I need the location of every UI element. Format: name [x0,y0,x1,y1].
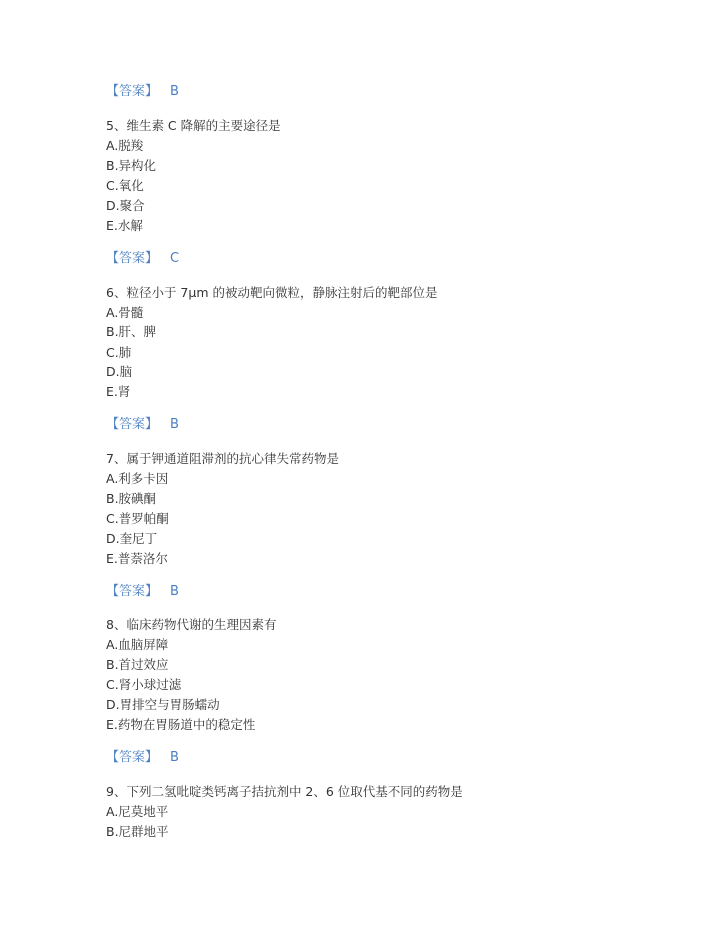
question-stem: 8、临床药物代谢的生理因素有 [106,617,277,632]
answer-letter: B [170,750,179,765]
option-c: C.普罗帕酮 [106,511,169,526]
answer-label: 【答案】 [106,750,159,765]
answer-line [106,750,179,766]
answer-label: 【答案】 [106,84,159,99]
option-e: E.肾 [106,384,131,399]
answer-letter: B [170,417,179,432]
option-a: A.脱羧 [106,138,144,153]
option-b: B.首过效应 [106,657,169,672]
option-a: A.尼莫地平 [106,804,169,819]
option-a: A.利多卡因 [106,471,169,486]
question-stem: 6、粒径小于 7μm 的被动靶向微粒，静脉注射后的靶部位是 [106,285,438,300]
question-stem: 5、维生素 C 降解的主要途径是 [106,118,281,133]
answer-label: 【答案】 [106,417,159,432]
answer-line [106,84,179,100]
option-b: B.胺碘酮 [106,491,157,506]
option-d: D.胃排空与胃肠蠕动 [106,697,220,712]
option-c: C.氧化 [106,178,144,193]
answer-letter: B [170,584,179,599]
option-c: C.肺 [106,345,132,360]
option-a: A.血脑屏障 [106,637,169,652]
option-c: C.肾小球过滤 [106,677,182,692]
option-e: E.水解 [106,218,143,233]
option-b: B.异构化 [106,158,157,173]
option-d: D.奎尼丁 [106,531,158,546]
option-a: A.骨髓 [106,305,144,320]
option-b: B.肝、脾 [106,324,157,339]
question-stem: 9、下列二氢吡啶类钙离子拮抗剂中 2、6 位取代基不同的药物是 [106,784,463,799]
option-e: E.普萘洛尔 [106,551,168,566]
answer-letter: B [170,84,179,99]
answer-letter: C [170,251,180,266]
option-b: B.尼群地平 [106,824,169,839]
option-d: D.脑 [106,364,133,379]
question-stem: 7、属于钾通道阻滞剂的抗心律失常药物是 [106,451,339,466]
answer-line [106,251,179,267]
answer-line [106,417,179,433]
option-d: D.聚合 [106,198,145,213]
option-e: E.药物在胃肠道中的稳定性 [106,717,256,732]
answer-label: 【答案】 [106,251,159,266]
answer-label: 【答案】 [106,584,159,599]
answer-line [106,584,179,600]
